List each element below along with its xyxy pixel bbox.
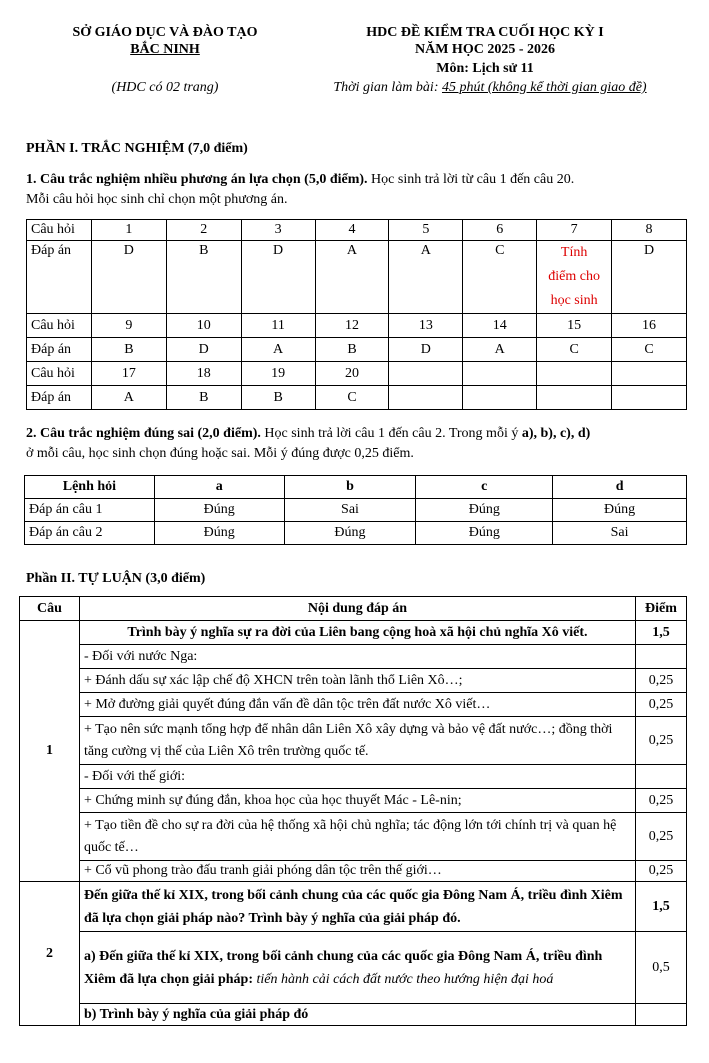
- row-label: Đáp án câu 2: [25, 522, 155, 545]
- q-num: 1: [91, 220, 166, 241]
- col-header: Nội dung đáp án: [79, 597, 635, 621]
- school-year: NĂM HỌC 2025 - 2026: [415, 42, 555, 57]
- q-num: 20: [315, 362, 389, 386]
- q-num: 9: [91, 314, 166, 338]
- q-label: Câu hỏi: [27, 220, 92, 241]
- answer: [463, 386, 537, 410]
- answer-text: - Đối với nước Nga:: [79, 645, 635, 669]
- answer: B: [241, 386, 315, 410]
- table-row: [20, 693, 687, 717]
- q-num: 2: [166, 220, 241, 241]
- q-label: Câu hỏi: [27, 362, 92, 386]
- answer: A: [463, 338, 537, 362]
- answer: C: [612, 338, 687, 362]
- table-row: [27, 362, 687, 386]
- q-num: 6: [463, 220, 537, 241]
- answer-text: - Đối với thế giới:: [79, 765, 635, 789]
- q-num: 8: [612, 220, 687, 241]
- answer-text: Trình bày ý nghĩa sự ra đời của Liên bang cộng hoà xã hội chủ nghĩa Xô viết.: [79, 621, 635, 645]
- q-num: 19: [241, 362, 315, 386]
- answer: [389, 386, 463, 410]
- col-header: Câu: [20, 597, 80, 621]
- q-num: [612, 362, 687, 386]
- table-row: [20, 882, 687, 932]
- score: 0,25: [636, 669, 687, 693]
- answer-text: Đến giữa thế kỉ XIX, trong bối cảnh chung của các quốc gia Đông Nam Á, triều đình Xiêm đã lựa chọn giải pháp nào? Trình bày ý nghĩa của giải pháp đó.: [79, 882, 635, 932]
- cell: Đúng: [553, 499, 687, 522]
- subject: Môn: Lịch sử 11: [436, 61, 534, 76]
- score: [636, 645, 687, 669]
- answer-text: + Mở đường giải quyết đúng đắn vấn đề dân tộc trên đất nước Xô viết…: [79, 693, 635, 717]
- q-num: 12: [315, 314, 389, 338]
- table-row: [27, 314, 687, 338]
- answer-text: + Cổ vũ phong trào đấu tranh giải phóng dân tộc trên thế giới…: [79, 861, 635, 882]
- col-header: Lệnh hỏi: [25, 476, 155, 499]
- score: [636, 1004, 687, 1026]
- answer: C: [537, 338, 612, 362]
- answer: D: [612, 241, 687, 314]
- sec2-desc: 2. Câu trắc nghiệm đúng sai (2,0 điểm). Học sinh trả lời câu 1 đến câu 2. Trong mỗi ý a), b), c), d) ở mỗi câu, học sinh chọn đúng hoặc sai. Mỗi ý đúng được 0,25 điểm.: [26, 426, 591, 461]
- answer: B: [166, 241, 241, 314]
- table-header-row: [25, 476, 687, 499]
- q-num: [389, 362, 463, 386]
- score: 1,5: [636, 882, 687, 932]
- table-row: [27, 386, 687, 410]
- table-row: [20, 645, 687, 669]
- table-row: [27, 241, 687, 314]
- answer-text: b) Trình bày ý nghĩa của giải pháp đó: [79, 1004, 635, 1026]
- table-row: [20, 717, 687, 765]
- answer: [612, 386, 687, 410]
- q-num: 5: [389, 220, 463, 241]
- cell: Sai: [553, 522, 687, 545]
- score: 0,5: [636, 932, 687, 1004]
- col-header: c: [416, 476, 553, 499]
- answer: B: [166, 386, 241, 410]
- answer: B: [315, 338, 389, 362]
- q-num: 14: [463, 314, 537, 338]
- answer: [537, 386, 612, 410]
- col-header: Điểm: [636, 597, 687, 621]
- table-row: [25, 522, 687, 545]
- table-row: [27, 220, 687, 241]
- answer: A: [241, 338, 315, 362]
- mc-answer-table: [26, 219, 687, 410]
- essay-table: [19, 596, 687, 1026]
- cell: Đúng: [416, 522, 553, 545]
- answer: A: [389, 241, 463, 314]
- part2-title: Phần II. TỰ LUẬN (3,0 điểm): [26, 571, 206, 586]
- truefalse-table: [24, 475, 687, 545]
- q-num: 7: [537, 220, 612, 241]
- cell: Đúng: [284, 522, 416, 545]
- q-num: 17: [91, 362, 166, 386]
- answer-text: + Chứng minh sự đúng đắn, khoa học của học thuyết Mác - Lê-nin;: [79, 789, 635, 813]
- table-header-row: [20, 597, 687, 621]
- answer: C: [463, 241, 537, 314]
- table-row: [20, 789, 687, 813]
- q-num: [537, 362, 612, 386]
- q-label: Câu hỏi: [27, 314, 92, 338]
- table-row: [27, 338, 687, 362]
- sec1-desc: 1. Câu trắc nghiệm nhiều phương án lựa chọn (5,0 điểm). Học sinh trả lời từ câu 1 đến câu 20. Mỗi câu hỏi học sinh chỉ chọn một phương án.: [26, 172, 575, 207]
- q-num: 18: [166, 362, 241, 386]
- answer: D: [389, 338, 463, 362]
- q-num: [463, 362, 537, 386]
- score: 0,25: [636, 789, 687, 813]
- q-num: 13: [389, 314, 463, 338]
- answer: A: [91, 386, 166, 410]
- cell: Đúng: [154, 522, 284, 545]
- cell: Đúng: [154, 499, 284, 522]
- answer-text: a) Đến giữa thế kỉ XIX, trong bối cảnh chung của các quốc gia Đông Nam Á, triều đình Xiêm đã lựa chọn giải pháp: tiến hành cải cách đất nước theo hướng hiện đại hoá: [79, 932, 635, 1004]
- q-num: 4: [315, 220, 389, 241]
- question-number: 1: [20, 621, 80, 882]
- score: 0,25: [636, 813, 687, 861]
- answer: D: [241, 241, 315, 314]
- score: 1,5: [636, 621, 687, 645]
- row-label: Đáp án câu 1: [25, 499, 155, 522]
- answer-text: + Tạo tiền đề cho sự ra đời của hệ thống xã hội chủ nghĩa; tác động lớn tới chính trị và quan hệ quốc tế…: [79, 813, 635, 861]
- province-name: BẮC NINH: [130, 42, 200, 57]
- table-row: [20, 765, 687, 789]
- doc-title: HDC ĐỀ KIỂM TRA CUỐI HỌC KỲ I: [366, 25, 604, 40]
- answer: D: [91, 241, 166, 314]
- col-header: a: [154, 476, 284, 499]
- a-label: Đáp án: [27, 241, 92, 314]
- answer: D: [166, 338, 241, 362]
- page-note: (HDC có 02 trang): [111, 80, 219, 95]
- table-row: [20, 861, 687, 882]
- score: 0,25: [636, 693, 687, 717]
- answer: A: [315, 241, 389, 314]
- q-num: 3: [241, 220, 315, 241]
- score: 0,25: [636, 717, 687, 765]
- q-num: 11: [241, 314, 315, 338]
- a-label: Đáp án: [27, 338, 92, 362]
- table-row: [20, 669, 687, 693]
- answer-text: + Tạo nên sức mạnh tổng hợp để nhân dân Liên Xô xây dựng và bảo vệ đất nước…; đồng thời tăng cường vị thế của Liên Xô trên trường quốc tế.: [79, 717, 635, 765]
- q-num: 10: [166, 314, 241, 338]
- table-row: [20, 621, 687, 645]
- question-number: 2: [20, 882, 80, 1026]
- q-num: 16: [612, 314, 687, 338]
- time-note: Thời gian làm bài: 45 phút (không kể thời gian giao đề): [333, 80, 647, 95]
- table-row: [25, 499, 687, 522]
- answer-note: Tính điểm cho học sinh: [537, 241, 612, 314]
- a-label: Đáp án: [27, 386, 92, 410]
- answer-text: + Đánh dấu sự xác lập chế độ XHCN trên toàn lãnh thổ Liên Xô…;: [79, 669, 635, 693]
- table-row: [20, 1004, 687, 1026]
- dept-name: SỞ GIÁO DỤC VÀ ĐÀO TẠO: [72, 25, 258, 40]
- col-header: b: [284, 476, 416, 499]
- table-row: [20, 932, 687, 1004]
- part1-title: PHẦN I. TRẮC NGHIỆM (7,0 điểm): [26, 141, 248, 156]
- answer: C: [315, 386, 389, 410]
- score: [636, 765, 687, 789]
- q-num: 15: [537, 314, 612, 338]
- cell: Sai: [284, 499, 416, 522]
- cell: Đúng: [416, 499, 553, 522]
- col-header: d: [553, 476, 687, 499]
- table-row: [20, 813, 687, 861]
- answer: B: [91, 338, 166, 362]
- score: 0,25: [636, 861, 687, 882]
